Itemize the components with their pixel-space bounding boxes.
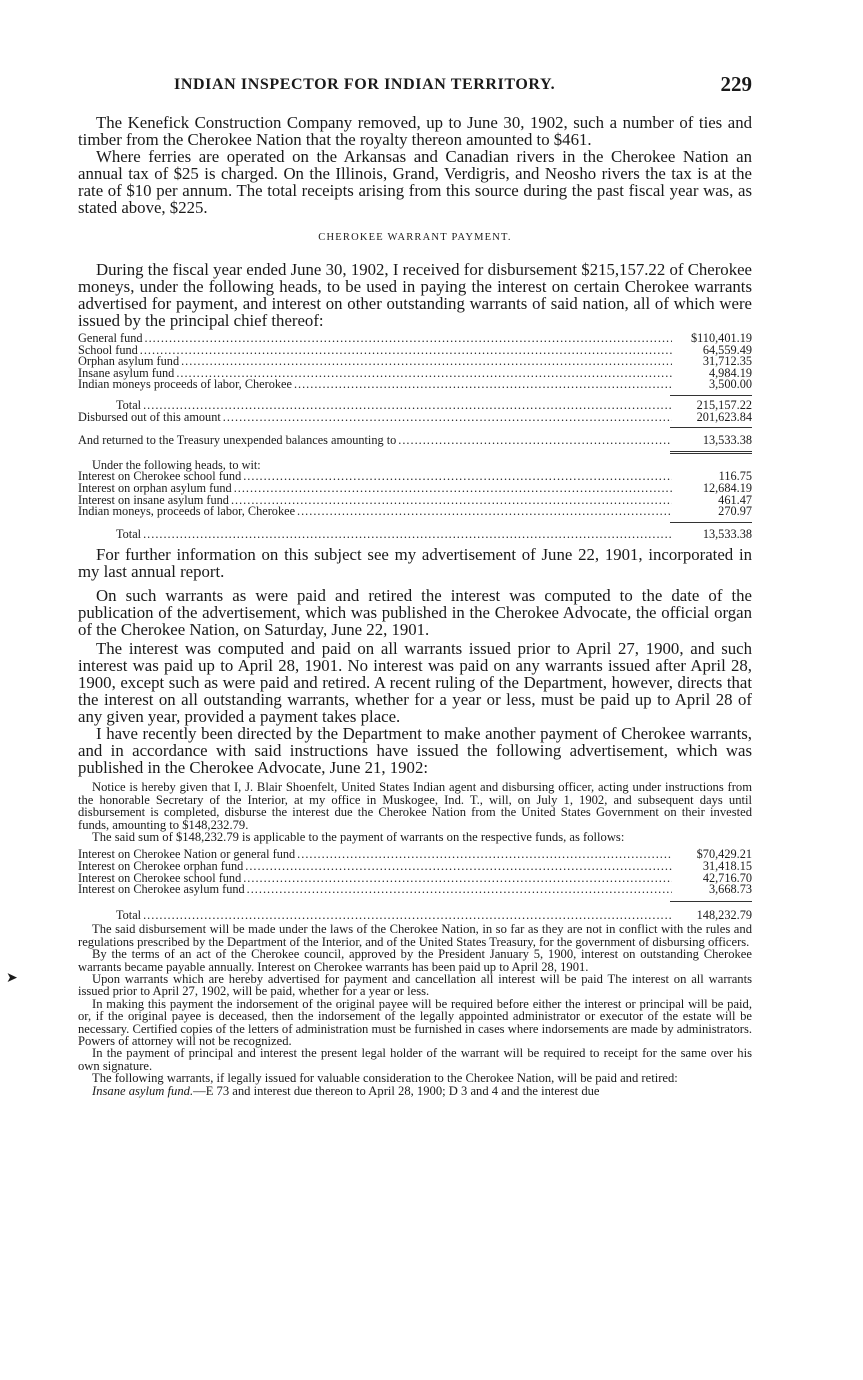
sum-rule xyxy=(670,901,752,902)
total-row: Total ..... 215,157.22 xyxy=(78,400,752,412)
paragraph-further-info: For further information on this subject see my advertisement of June 22, 1901, incorporated in my last annual report. xyxy=(78,545,752,582)
page-header xyxy=(78,70,752,100)
returned-row: And returned to the Treasury unexpended balances amounting to ..... 13,533.38 xyxy=(78,435,752,447)
table-row: Orphan asylum fund ..... 31,712.35 xyxy=(78,356,752,368)
notice-paragraph: Notice is hereby given that I, J. Blair Shoenfelt, United States Indian agent and disbursing officer, acting under instructions from the honorable Secretary of the Interior, at my office in Muskogee, Ind. T., will, on July 1, 1902, and subsequent days until disbursement is completed, disburse the interest due the Cherokee Nation from the United States Government on their invested funds, amounting to $148,232.79. xyxy=(78,780,752,832)
funds-table xyxy=(78,333,752,454)
table-row: Indian moneys, proceeds of labor, Cherokee ..... 270.97 xyxy=(78,506,752,518)
paragraph-ferries: Where ferries are operated on the Arkansas and Canadian rivers in the Cherokee Nation an annual tax of $25 is charged. On the Illinois, Grand, Verdigris, and Neosho rivers the tax is at the rate of $10 per annum. The total receipts arising from this source during the past fiscal year was, as stated above, $225. xyxy=(78,147,752,217)
notice-paragraph: The said sum of $148,232.79 is applicable to the payment of warrants on the respective funds, as follows: xyxy=(92,829,625,844)
table-row: Interest on insane asylum fund ..... 461.47 xyxy=(78,495,752,507)
notice-table xyxy=(78,849,752,921)
warrant-intro xyxy=(78,261,752,329)
total-row: Total ..... 148,232.79 xyxy=(78,910,752,922)
notice-last-line: Insane asylum fund.—E 73 and interest due thereon to April 28, 1900; D 3 and 4 and the interest due xyxy=(92,1083,600,1098)
margin-pointer-mark: ➤ xyxy=(6,971,18,986)
paragraph-new-payment: I have recently been directed by the Department to make another payment of Cherokee warrants, and in accordance with said instructions have issued the following advertisement, which was published in the Cherokee Advocate, June 21, 1902: xyxy=(78,724,752,778)
table-row: Interest on orphan asylum fund ..... 12,684.19 xyxy=(78,483,752,495)
paragraph-interest-computed: On such warrants as were paid and retired the interest was computed to the date of the publication of the advertisement, which was published in the Cherokee Advocate, the official organ of the Cherokee Nation, on Saturday, June 22, 1901. xyxy=(78,586,752,640)
table-row: Interest on Cherokee school fund ..... 42,716.70 xyxy=(78,873,752,885)
table-row: Indian moneys proceeds of labor, Cherokee ..... 3,500.00 xyxy=(78,379,752,391)
notice-paragraph: By the terms of an act of the Cherokee council, approved by the President January 5, 1900, interest on outstanding Cherokee warrants became payable annually. Interest on Cherokee warrants has been paid up to April 28, 1901. xyxy=(78,947,752,974)
table-row: Interest on Cherokee school fund ..... 116.75 xyxy=(78,471,752,483)
sum-rule xyxy=(670,522,752,523)
table-row: School fund ..... 64,559.49 xyxy=(78,345,752,357)
table-row: Interest on Cherokee asylum fund ..... 3,668.73 xyxy=(78,884,752,896)
notice-section xyxy=(78,781,752,843)
paragraph-kenefick: The Kenefick Construction Company removed, up to June 30, 1902, such a number of ties and timber from the Cherokee Nation that the royalty thereon amounted to $461. xyxy=(78,113,752,149)
paragraph-warrant-receipt: During the fiscal year ended June 30, 1902, I received for disbursement $215,157.22 of Cherokee moneys, under the following heads, to be used in paying the interest on certain Cherokee warrants advertised for payment, and interest on other outstanding warrants of said nation, all of which were issued by the principal chief thereof: xyxy=(78,260,752,330)
interest-table-intro: Under the following heads, to wit: xyxy=(92,457,261,472)
notice-paragraph: The following warrants, if legally issued for valuable consideration to the Cherokee Nation, will be paid and retired: xyxy=(92,1071,678,1086)
notice-paragraph: In the payment of principal and interest the present legal holder of the warrant will be required to receipt for the same over his own signature. xyxy=(78,1046,752,1073)
notice-paragraph: Upon warrants which are hereby advertised for payment and cancellation all interest will be paid The interest on all warrants issued prior to April 27, 1902, will be paid, whether for a year or less. xyxy=(78,971,752,999)
section-heading: CHEROKEE WARRANT PAYMENT. xyxy=(318,232,512,243)
page-number: 229 xyxy=(720,72,752,96)
table-row: Interest on Cherokee orphan fund ..... 31,418.15 xyxy=(78,861,752,873)
notice-closing xyxy=(78,923,752,1097)
paragraph-interest-paid: The interest was computed and paid on all warrants issued prior to April 27, 1900, and such interest was paid up to April 28, 1901. No interest was paid on any warrants issued after April 28, 1900, except such as were paid and retired. A recent ruling of the Department, however, directs that the interest on all outstanding warrants, whether for a year or less, must be paid up to April 28 of any given year, provided a payment takes place. xyxy=(78,639,752,727)
disbursed-row: Disbursed out of this amount ..... 201,623.84 xyxy=(78,412,752,424)
sum-rule xyxy=(670,427,752,428)
total-row: Total ..... 13,533.38 xyxy=(78,529,752,541)
table-row: Insane asylum fund ..... 4,984.19 xyxy=(78,368,752,380)
interest-table xyxy=(78,457,752,541)
sum-rule xyxy=(670,395,752,396)
notice-paragraph: In making this payment the indorsement of the original payee will be required before either the interest or principal will be paid, or, if the original payee is deceased, then the indorsement of the legally appointed administrator or executor of the estate will be necessary. Certified copies of the letters of administration must be furnished in cases where indorsements are made by administrators. Powers of attorney will not be recognized. xyxy=(78,996,752,1048)
table-row: General fund ..... $110,401.19 xyxy=(78,333,752,345)
body-section xyxy=(78,546,752,776)
document-page xyxy=(78,70,752,1097)
table-row: Interest on Cherokee Nation or general fund ..... $70,429.21 xyxy=(78,849,752,861)
double-rule xyxy=(670,451,752,454)
intro-section xyxy=(78,114,752,216)
notice-paragraph: The said disbursement will be made under the laws of the Cherokee Nation, in so far as they are not in conflict with the rules and regulations prescribed by the Department of the Interior, and of the United States Treasury, for the government of disbursing officers. xyxy=(78,922,752,949)
running-title: INDIAN INSPECTOR FOR INDIAN TERRITORY. xyxy=(174,76,556,93)
